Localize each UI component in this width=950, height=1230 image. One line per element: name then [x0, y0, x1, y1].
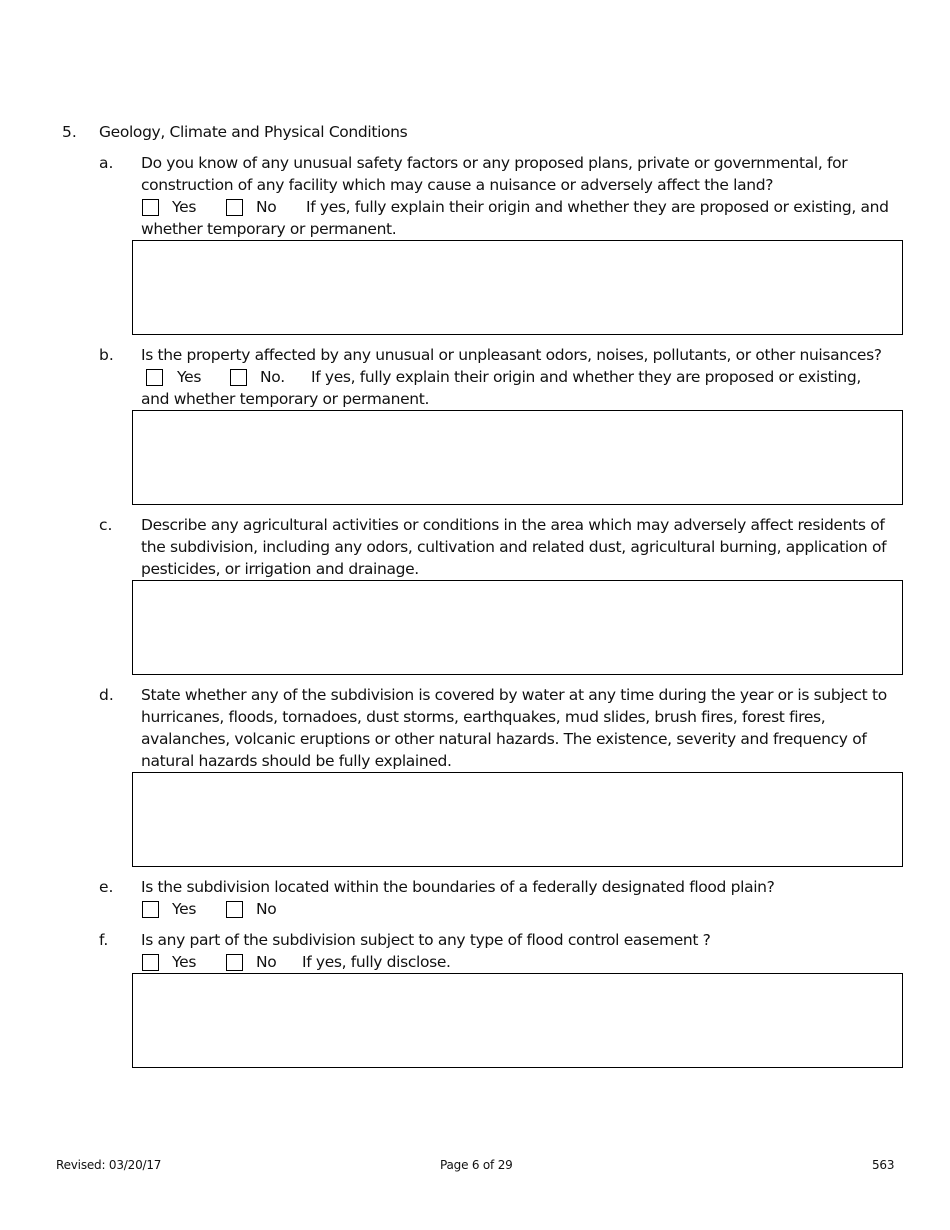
section-title: Geology, Climate and Physical Conditions [99, 123, 408, 141]
no-checkbox[interactable] [226, 954, 243, 971]
footer-revised: Revised: 03/20/17 [56, 1158, 162, 1172]
footer-code: 563 [872, 1158, 895, 1172]
followup-text: If yes, fully explain their origin and whether they are proposed or existing, [311, 368, 861, 386]
answer-box-f[interactable] [132, 973, 903, 1068]
question-text-line: construction of any facility which may cause a nuisance or adversely affect the land? [141, 176, 774, 194]
answer-box-a[interactable] [132, 240, 903, 335]
question-text-line: Is any part of the subdivision subject to any type of flood control easement ? [141, 931, 711, 949]
no-checkbox[interactable] [230, 369, 247, 386]
yes-label: Yes [172, 198, 197, 216]
answer-box-c[interactable] [132, 580, 903, 675]
followup-text: If yes, fully explain their origin and whether they are proposed or existing, and [306, 198, 889, 216]
question-letter: a. [99, 154, 114, 172]
yes-checkbox[interactable] [146, 369, 163, 386]
question-letter: e. [99, 878, 114, 896]
question-text-line: Is the subdivision located within the boundaries of a federally designated flood plain? [141, 878, 775, 896]
yes-checkbox[interactable] [142, 199, 159, 216]
question-letter: f. [99, 931, 109, 949]
question-text-line: hurricanes, floods, tornadoes, dust storms, earthquakes, mud slides, brush fires, forest fires, [141, 708, 826, 726]
section-number: 5. [62, 123, 77, 141]
yes-label: Yes [172, 953, 197, 971]
yes-checkbox[interactable] [142, 954, 159, 971]
question-text-line: pesticides, or irrigation and drainage. [141, 560, 419, 578]
question-text-line: avalanches, volcanic eruptions or other natural hazards. The existence, severity and frequency of [141, 730, 867, 748]
footer-page: Page 6 of 29 [440, 1158, 513, 1172]
yes-checkbox[interactable] [142, 901, 159, 918]
question-text-line: State whether any of the subdivision is covered by water at any time during the year or is subject to [141, 686, 887, 704]
followup-text: If yes, fully disclose. [302, 953, 451, 971]
no-label: No [256, 900, 277, 918]
question-letter: c. [99, 516, 113, 534]
no-checkbox[interactable] [226, 901, 243, 918]
question-text-line: Is the property affected by any unusual or unpleasant odors, noises, pollutants, or other nuisances? [141, 346, 882, 364]
answer-box-d[interactable] [132, 772, 903, 867]
question-letter: b. [99, 346, 114, 364]
no-checkbox[interactable] [226, 199, 243, 216]
followup-text: and whether temporary or permanent. [141, 390, 430, 408]
question-text-line: the subdivision, including any odors, cultivation and related dust, agricultural burning, application of [141, 538, 887, 556]
no-label: No [256, 198, 277, 216]
question-text-line: Do you know of any unusual safety factors or any proposed plans, private or governmental, for [141, 154, 848, 172]
yes-label: Yes [172, 900, 197, 918]
no-label: No. [260, 368, 285, 386]
yes-label: Yes [177, 368, 202, 386]
no-label: No [256, 953, 277, 971]
answer-box-b[interactable] [132, 410, 903, 505]
question-text-line: natural hazards should be fully explained. [141, 752, 452, 770]
question-letter: d. [99, 686, 114, 704]
question-text-line: Describe any agricultural activities or conditions in the area which may adversely affect residents of [141, 516, 885, 534]
followup-text: whether temporary or permanent. [141, 220, 397, 238]
